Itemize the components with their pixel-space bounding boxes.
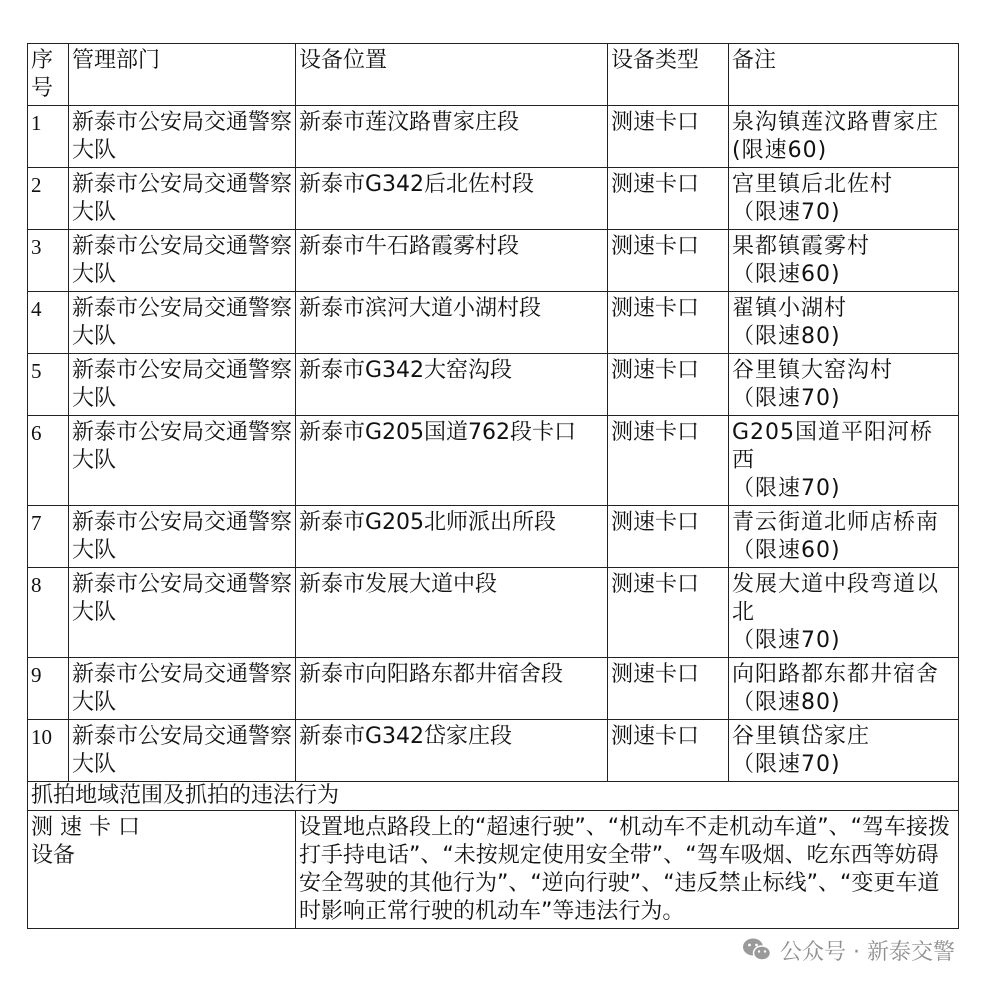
cell-no: 6 bbox=[28, 416, 69, 506]
cell-dept: 新泰市公安局交通警察大队 bbox=[69, 354, 296, 416]
cell-location: 新泰市牛石路霞雾村段 bbox=[296, 230, 608, 292]
table-row bbox=[28, 568, 959, 658]
cell-no: 4 bbox=[28, 292, 69, 354]
section-title: 抓拍地域范围及抓拍的违法行为 bbox=[28, 782, 959, 811]
cell-dept: 新泰市公安局交通警察大队 bbox=[69, 506, 296, 568]
table-row bbox=[28, 720, 959, 782]
cell-note: 翟镇小湖村 （限速80) bbox=[729, 292, 959, 354]
cell-no: 8 bbox=[28, 568, 69, 658]
cell-location: 新泰市莲汶路曹家庄段 bbox=[296, 106, 608, 168]
table-row bbox=[28, 658, 959, 720]
cell-location: 新泰市发展大道中段 bbox=[296, 568, 608, 658]
table-row bbox=[28, 416, 959, 506]
cell-type: 测速卡口 bbox=[608, 720, 729, 782]
cell-note: 青云街道北师店桥南（限速60) bbox=[729, 506, 959, 568]
cell-type: 测速卡口 bbox=[608, 568, 729, 658]
table-header-row bbox=[28, 44, 959, 106]
cell-dept: 新泰市公安局交通警察大队 bbox=[69, 168, 296, 230]
violations-description: 设置地点路段上的“超速行驶”、“机动车不走机动车道”、“驾车接拨打手持电话”、“未按规定使用安全带”、“驾车吸烟、吃东西等妨碍安全驾驶的其他行为”、“逆向行驶”、“违反禁止标线”、“变更车道时影响正常行驶的机动车”等违法行为。 bbox=[296, 811, 959, 929]
cell-note: 谷里镇岱家庄 （限速70) bbox=[729, 720, 959, 782]
cell-location: 新泰市G342大窑沟段 bbox=[296, 354, 608, 416]
cell-location: 新泰市滨河大道小湖村段 bbox=[296, 292, 608, 354]
cell-note: 果都镇霞雾村 （限速60) bbox=[729, 230, 959, 292]
cell-type: 测速卡口 bbox=[608, 168, 729, 230]
cell-dept: 新泰市公安局交通警察大队 bbox=[69, 230, 296, 292]
cell-location: 新泰市G342岱家庄段 bbox=[296, 720, 608, 782]
cell-location: 新泰市向阳路东都井宿舍段 bbox=[296, 658, 608, 720]
cell-no: 5 bbox=[28, 354, 69, 416]
cell-dept: 新泰市公安局交通警察大队 bbox=[69, 568, 296, 658]
cell-type: 测速卡口 bbox=[608, 230, 729, 292]
cell-no: 7 bbox=[28, 506, 69, 568]
cell-dept: 新泰市公安局交通警察大队 bbox=[69, 106, 296, 168]
header-no: 序 号 bbox=[28, 44, 69, 106]
section-title-row bbox=[28, 782, 959, 811]
header-dept: 管理部门 bbox=[69, 44, 296, 106]
cell-type: 测速卡口 bbox=[608, 506, 729, 568]
document bbox=[27, 43, 958, 929]
cell-note: 泉沟镇莲汶路曹家庄(限速60) bbox=[729, 106, 959, 168]
cell-dept: 新泰市公安局交通警察大队 bbox=[69, 720, 296, 782]
table-row bbox=[28, 168, 959, 230]
cell-type: 测速卡口 bbox=[608, 416, 729, 506]
cell-location: 新泰市G342后北佐村段 bbox=[296, 168, 608, 230]
cell-no: 9 bbox=[28, 658, 69, 720]
cell-no: 10 bbox=[28, 720, 69, 782]
table-row bbox=[28, 106, 959, 168]
wechat-icon bbox=[742, 937, 772, 963]
cell-no: 2 bbox=[28, 168, 69, 230]
cell-location: 新泰市G205北师派出所段 bbox=[296, 506, 608, 568]
cell-type: 测速卡口 bbox=[608, 354, 729, 416]
cell-dept: 新泰市公安局交通警察大队 bbox=[69, 292, 296, 354]
cell-dept: 新泰市公安局交通警察大队 bbox=[69, 416, 296, 506]
cell-type: 测速卡口 bbox=[608, 658, 729, 720]
table-row bbox=[28, 292, 959, 354]
table-row bbox=[28, 230, 959, 292]
device-label: 测 速 卡 口 设备 bbox=[28, 811, 296, 929]
header-type: 设备类型 bbox=[608, 44, 729, 106]
cell-dept: 新泰市公安局交通警察大队 bbox=[69, 658, 296, 720]
cell-location: 新泰市G205国道762段卡口 bbox=[296, 416, 608, 506]
table-row bbox=[28, 354, 959, 416]
cell-note: G205国道平阳河桥西 （限速70) bbox=[729, 416, 959, 506]
section-body-row bbox=[28, 811, 959, 929]
cell-no: 3 bbox=[28, 230, 69, 292]
cell-note: 发展大道中段弯道以北 （限速70) bbox=[729, 568, 959, 658]
cell-note: 谷里镇大窑沟村 （限速70) bbox=[729, 354, 959, 416]
cell-note: 宫里镇后北佐村 （限速70) bbox=[729, 168, 959, 230]
footer-watermark bbox=[742, 932, 955, 968]
cell-type: 测速卡口 bbox=[608, 292, 729, 354]
cell-type: 测速卡口 bbox=[608, 106, 729, 168]
cell-note: 向阳路都东都井宿舍（限速80) bbox=[729, 658, 959, 720]
cell-no: 1 bbox=[28, 106, 69, 168]
footer-text: 公众号 · 新泰交警 bbox=[780, 939, 955, 965]
header-note: 备注 bbox=[729, 44, 959, 106]
speed-camera-table bbox=[27, 43, 959, 929]
table-row bbox=[28, 506, 959, 568]
header-location: 设备位置 bbox=[296, 44, 608, 106]
